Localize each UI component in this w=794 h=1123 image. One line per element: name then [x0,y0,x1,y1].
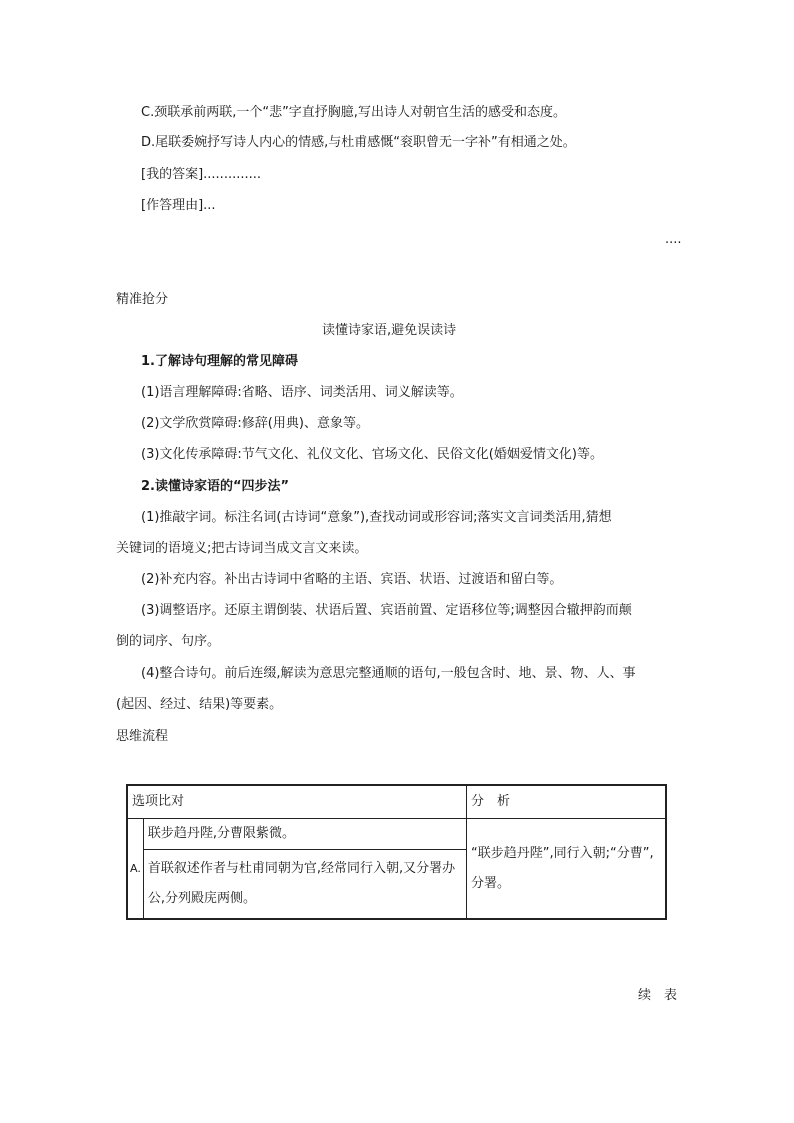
subtitle: 读懂诗家语,避免误读诗 [322,323,457,338]
reason-blank: ... [203,198,216,213]
step-3-line-a: (3)调整语序。还原主谓倒装、状语后置、宾语前置、定语移位等;调整因合辙押韵而颠 [141,603,632,618]
my-answer-line [141,166,261,184]
header-analysis: 分 析 [467,785,667,819]
heading-1: 1.了解诗句理解的常见障碍 [141,354,298,369]
row-a-analysis: “联步趋丹陛”,同行入朝;“分曹”,分署。 [467,819,667,920]
comparison-table [126,784,667,920]
section-precise: 精准抢分 [116,292,169,307]
section-flow: 思维流程 [116,729,169,744]
step-4-line-a: (4)整合诗句。前后连缀,解读为意思完整通顺的语句,一般包含时、地、景、物、人、事 [141,666,636,681]
continued-label: 续 表 [638,988,678,1003]
row-a-line-1: 联步趋丹陛,分曹限紫微。 [143,819,466,850]
step-1-line-b: 关键词的语境义;把古诗词当成文言文来读。 [116,541,368,556]
point-1: (1)语言理解障碍:省略、语序、词类活用、词义解读等。 [141,385,463,400]
my-answer-label: [我的答案] [141,167,204,182]
option-c: C.颈联承前两联,一个“悲”字直抒胸臆,写出诗人对朝官生活的感受和态度。 [141,105,566,120]
row-a-line-2: 首联叙述作者与杜甫同朝为官,经常同行入朝,又分署办公,分列殿庑两侧。 [143,850,466,920]
reason-trail-dots: .... [665,232,682,247]
step-4-line-b: (起因、经过、结果)等要素。 [116,697,283,712]
heading-2: 2.读懂诗家语的“四步法” [141,479,290,494]
step-1-line-a: (1)推敲字词。标注名词(古诗词“意象”),查找动词或形容词;落实文言词类活用,猜想 [141,510,612,525]
my-answer-blank: .............. [203,167,262,182]
row-label: A. [127,819,143,920]
step-3-line-b: 倒的词序、句序。 [116,634,221,649]
reason-line [141,197,216,215]
table-row [127,819,666,850]
step-2: (2)补充内容。补出古诗词中省略的主语、宾语、状语、过渡语和留白等。 [141,572,563,587]
point-2: (2)文学欣赏障碍:修辞(用典)、意象等。 [141,416,369,431]
reason-label: [作答理由] [141,198,204,213]
table-header-row [127,785,666,819]
point-3: (3)文化传承障碍:节气文化、礼仪文化、官场文化、民俗文化(婚姻爱情文化)等。 [141,447,603,462]
header-compare: 选项比对 [127,785,467,819]
option-d: D.尾联委婉抒写诗人内心的情感,与杜甫感慨“衮职曾无一字补”有相通之处。 [141,135,576,150]
